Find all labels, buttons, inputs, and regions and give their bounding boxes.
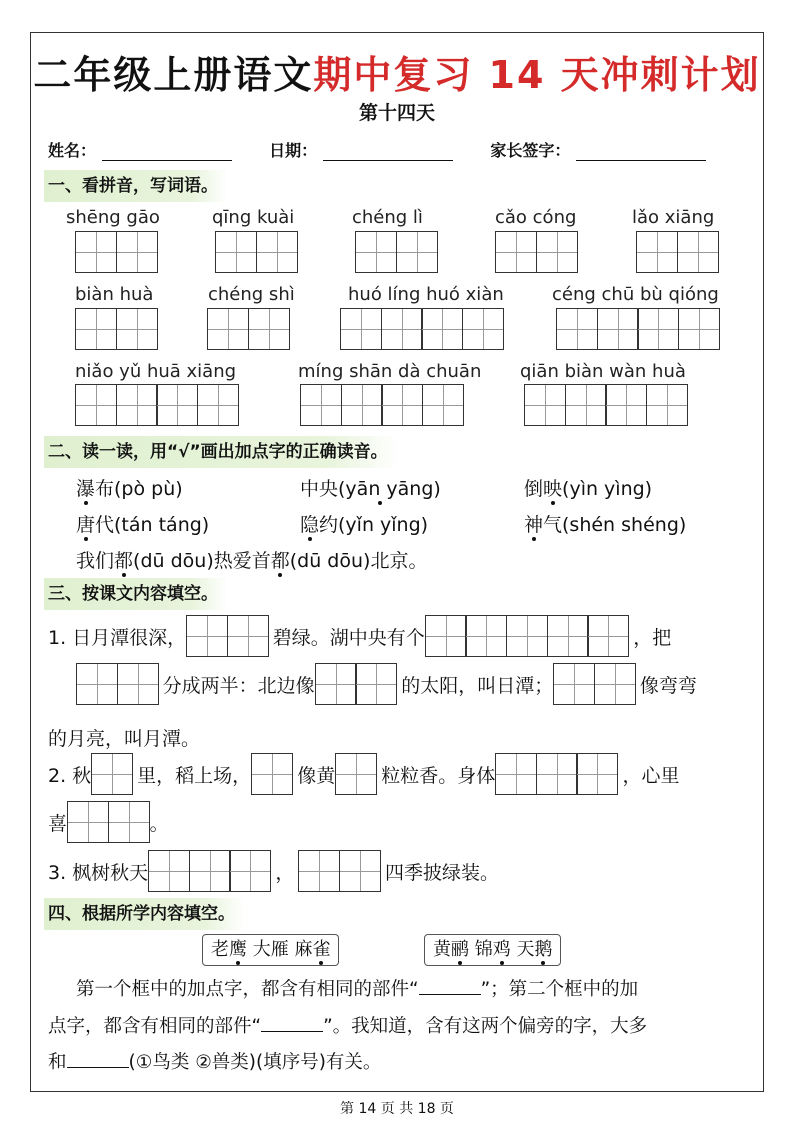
box-char: 锦: [469, 939, 493, 960]
pinyin-3-3: qiān biàn wàn huà: [520, 361, 686, 382]
section-2-heading: 二、读一读，用“√”画出加点字的正确读音。: [44, 436, 398, 468]
q4-line-3: [48, 1048, 381, 1074]
tianzige-cell[interactable]: [524, 384, 566, 426]
title-part-1: 二年级上册语文: [33, 53, 314, 97]
section-1-heading: 一、看拼音，写词语。: [44, 170, 228, 202]
fill-grid[interactable]: [335, 753, 377, 795]
fill-text: 喜: [48, 812, 68, 835]
read-item-3: [524, 474, 652, 501]
fill-grid[interactable]: [298, 850, 381, 892]
tianzige-cell[interactable]: [646, 384, 688, 426]
fill-line-6: [48, 850, 499, 892]
read-item-1: [76, 474, 183, 501]
tianzige-cell[interactable]: [186, 615, 228, 657]
read-char: 中: [300, 478, 320, 500]
date-label: 日期：: [269, 141, 318, 160]
sign-field[interactable]: [576, 143, 706, 161]
fill-text: 的太阳，叫日潭；: [401, 674, 554, 697]
fill-text: ，: [275, 861, 295, 884]
tianzige-cell[interactable]: [636, 231, 678, 273]
fill-grid[interactable]: [495, 753, 618, 795]
name-label: 姓名：: [48, 141, 97, 160]
write-grid[interactable]: [495, 231, 578, 273]
pinyin-3-1: niǎo yǔ huā xiāng: [75, 361, 237, 382]
tianzige-cell[interactable]: [506, 615, 548, 657]
read-item-7: [76, 546, 427, 573]
read-options[interactable]: (yìn yìng): [562, 478, 653, 500]
tianzige-cell[interactable]: [116, 308, 158, 350]
fill-text: 像黄: [297, 764, 336, 787]
pinyin-1-5: lǎo xiāng: [632, 207, 715, 228]
pinyin-1-4: cǎo cóng: [495, 207, 577, 228]
fill-grid[interactable]: [67, 801, 150, 843]
write-grid[interactable]: [340, 308, 504, 350]
tianzige-cell[interactable]: [637, 308, 679, 350]
fill-grid[interactable]: [91, 753, 133, 795]
tianzige-cell[interactable]: [339, 850, 381, 892]
tianzige-cell[interactable]: [335, 753, 377, 795]
read-options[interactable]: 约(yǐn yǐng): [319, 514, 429, 536]
box-char: 天: [510, 939, 535, 960]
dotted-char: 鹂: [451, 939, 469, 960]
tianzige-cell[interactable]: [605, 384, 647, 426]
tianzige-cell[interactable]: [355, 231, 397, 273]
tianzige-cell[interactable]: [227, 615, 269, 657]
read-options[interactable]: 气(shén shéng): [543, 514, 687, 536]
write-grid[interactable]: [636, 231, 719, 273]
tianzige-cell[interactable]: [207, 308, 249, 350]
dotted-char: 映: [543, 478, 563, 500]
section-4-heading: 四、根据所学内容填空。: [44, 898, 245, 930]
write-grid[interactable]: [75, 384, 239, 426]
read-item-5: [300, 510, 428, 537]
tianzige-cell[interactable]: [465, 615, 507, 657]
tianzige-cell[interactable]: [594, 663, 636, 705]
read-options[interactable]: (dū dōu)热爱首: [133, 550, 271, 572]
word-box-2: [424, 934, 561, 966]
q4-text: ”。我知道，含有这两个偏旁的字，大多: [323, 1016, 648, 1037]
tianzige-cell[interactable]: [396, 231, 438, 273]
write-grid[interactable]: [75, 308, 158, 350]
box-char: 黄: [433, 939, 451, 960]
tianzige-cell[interactable]: [75, 308, 117, 350]
tianzige-cell[interactable]: [381, 308, 423, 350]
fill-text: 四季披绿装。: [385, 861, 500, 884]
dotted-char: 雀: [312, 939, 331, 960]
pinyin-1-3: chéng lì: [352, 207, 423, 228]
tianzige-cell[interactable]: [91, 753, 133, 795]
tianzige-cell[interactable]: [565, 384, 607, 426]
tianzige-cell[interactable]: [215, 231, 257, 273]
fill-grid[interactable]: [186, 615, 269, 657]
q4-line-1: [76, 975, 638, 1001]
tianzige-cell[interactable]: [677, 231, 719, 273]
tianzige-cell[interactable]: [300, 384, 342, 426]
read-options[interactable]: (dū dōu)北京。: [289, 550, 428, 572]
tianzige-cell[interactable]: [117, 663, 159, 705]
tianzige-cell[interactable]: [75, 384, 117, 426]
read-item-2: [300, 474, 441, 501]
name-field[interactable]: [102, 143, 232, 161]
read-options[interactable]: 代(tán táng): [95, 514, 210, 536]
tianzige-cell[interactable]: [547, 615, 589, 657]
fill-text: 分成两半：北边像: [162, 674, 315, 697]
fill-text: 碧绿。湖中央有个: [272, 626, 425, 649]
tianzige-cell[interactable]: [75, 231, 117, 273]
tianzige-cell[interactable]: [341, 384, 383, 426]
date-field[interactable]: [323, 143, 453, 161]
word-box-1: [202, 934, 339, 966]
tianzige-cell[interactable]: [678, 308, 720, 350]
write-grid[interactable]: [355, 231, 438, 273]
q4-text: 第一个框中的加点字，都含有相同的部件“: [76, 979, 419, 1000]
fill-text: 里，稻上场，: [137, 764, 252, 787]
tianzige-cell[interactable]: [597, 308, 639, 350]
read-options[interactable]: 布(pò pù): [95, 478, 183, 500]
fill-line-4: [48, 753, 679, 795]
tianzige-cell[interactable]: [148, 850, 190, 892]
fill-text: 1. 日月潭很深，: [48, 626, 187, 649]
tianzige-cell[interactable]: [256, 231, 298, 273]
tianzige-cell[interactable]: [422, 384, 464, 426]
tianzige-cell[interactable]: [229, 850, 271, 892]
tianzige-cell[interactable]: [189, 850, 231, 892]
tianzige-cell[interactable]: [67, 801, 109, 843]
info-row: [48, 138, 706, 161]
tianzige-cell[interactable]: [556, 308, 598, 350]
read-options[interactable]: 央(yān yāng): [319, 478, 441, 500]
tianzige-cell[interactable]: [425, 615, 467, 657]
q4-blank[interactable]: [261, 1016, 323, 1032]
dotted-char: 隐: [300, 514, 320, 536]
tianzige-cell[interactable]: [248, 308, 290, 350]
fill-text: 3. 枫树秋天: [48, 861, 149, 884]
tianzige-cell[interactable]: [462, 308, 504, 350]
pinyin-2-2: chéng shì: [208, 284, 295, 305]
fill-grid[interactable]: [251, 753, 293, 795]
section-3-heading: 三、按课文内容填空。: [44, 578, 228, 610]
read-item-4: [76, 510, 209, 537]
write-grid[interactable]: [207, 308, 290, 350]
dotted-char: 鹅: [534, 939, 553, 960]
box-text: 大雁 麻: [247, 939, 313, 960]
fill-text: 粒粒香。身体: [381, 764, 496, 787]
tianzige-cell[interactable]: [116, 384, 158, 426]
fill-grid[interactable]: [76, 663, 159, 705]
dotted-char: 神: [524, 514, 544, 536]
q4-line-2: [48, 1012, 647, 1038]
dotted-char: 唐: [76, 514, 96, 536]
title-part-2: 期中复习 14 天冲刺计划: [313, 53, 761, 97]
tianzige-cell[interactable]: [315, 663, 357, 705]
q4-text: (①鸟类 ②兽类)(填序号)有关。: [128, 1052, 382, 1073]
write-grid[interactable]: [556, 308, 720, 350]
q4-text: 和: [48, 1052, 67, 1073]
box-char: 老: [211, 939, 229, 960]
tianzige-cell[interactable]: [76, 663, 118, 705]
pinyin-2-4: céng chū bù qióng: [552, 284, 719, 305]
tianzige-cell[interactable]: [156, 384, 198, 426]
tianzige-cell[interactable]: [421, 308, 463, 350]
fill-line-3: 的月亮，叫月潭。: [48, 728, 201, 750]
read-text: 我们: [76, 550, 115, 572]
tianzige-cell[interactable]: [381, 384, 423, 426]
tianzige-cell[interactable]: [536, 231, 578, 273]
q4-text: ”；第二个框中的加: [480, 979, 639, 1000]
tianzige-cell[interactable]: [340, 308, 382, 350]
fill-line-2: [76, 663, 697, 705]
write-grid[interactable]: [75, 231, 158, 273]
tianzige-cell[interactable]: [495, 753, 537, 795]
write-grid[interactable]: [300, 384, 464, 426]
tianzige-cell[interactable]: [197, 384, 239, 426]
dotted-char: 鹰: [229, 939, 247, 960]
page-title: [0, 44, 794, 99]
q4-blank[interactable]: [419, 979, 481, 995]
day-subtitle: 第十四天: [358, 102, 435, 124]
tianzige-cell[interactable]: [298, 850, 340, 892]
tianzige-cell[interactable]: [536, 753, 578, 795]
fill-line-5: [48, 801, 169, 843]
fill-line-1: [48, 615, 671, 657]
tianzige-cell[interactable]: [495, 231, 537, 273]
dotted-char: 瀑: [76, 478, 96, 500]
dotted-char: 都: [270, 550, 290, 572]
read-item-6: [524, 510, 686, 537]
page-footer: 第 14 页 共 18 页: [340, 1101, 454, 1117]
tianzige-cell[interactable]: [116, 231, 158, 273]
dotted-char: 都: [114, 550, 134, 572]
fill-grid[interactable]: [315, 663, 398, 705]
q4-text: 点字，都含有相同的部件“: [48, 1016, 262, 1037]
write-grid[interactable]: [215, 231, 298, 273]
pinyin-1-1: shēng gāo: [66, 207, 160, 228]
tianzige-cell[interactable]: [251, 753, 293, 795]
sign-label: 家长签字：: [490, 141, 571, 160]
tianzige-cell[interactable]: [587, 615, 629, 657]
fill-text: ，心里: [622, 764, 680, 787]
fill-text: ，把: [633, 626, 672, 649]
fill-grid[interactable]: [148, 850, 271, 892]
pinyin-3-2: míng shān dà chuān: [298, 361, 482, 382]
fill-grid[interactable]: [425, 615, 629, 657]
tianzige-cell[interactable]: [108, 801, 150, 843]
fill-text: 像弯弯: [639, 674, 697, 697]
pinyin-2-3: huó líng huó xiàn: [348, 284, 504, 305]
dotted-char: 鸡: [492, 939, 511, 960]
fill-text: 。: [149, 812, 169, 835]
q4-blank[interactable]: [67, 1052, 129, 1068]
read-char: 倒: [524, 478, 544, 500]
fill-text: 2. 秋: [48, 764, 92, 787]
pinyin-2-1: biàn huà: [75, 284, 154, 305]
tianzige-cell[interactable]: [576, 753, 618, 795]
write-grid[interactable]: [524, 384, 688, 426]
tianzige-cell[interactable]: [355, 663, 397, 705]
pinyin-1-2: qīng kuài: [212, 207, 295, 228]
tianzige-cell[interactable]: [553, 663, 595, 705]
fill-grid[interactable]: [553, 663, 636, 705]
